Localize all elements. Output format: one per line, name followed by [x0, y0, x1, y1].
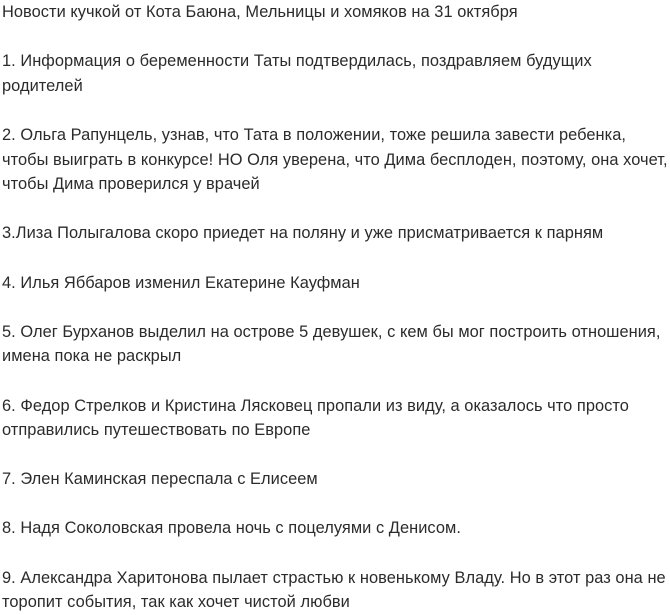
document-title: Новости кучкой от Кота Баюна, Мельницы и хомяков на 31 октября	[2, 3, 518, 21]
news-item-5: 5. Олег Бурханов выделил на острове 5 девушек, с кем бы мог построить отношения, имена пока не раскрыл	[2, 322, 661, 366]
news-document	[2, 0, 668, 615]
news-item-1: 1. Информация о беременности Таты подтвердилась, поздравляем будущих родителей	[2, 52, 592, 95]
news-item-2: 2. Ольга Рапунцель, узнав, что Тата в положении, тоже решила завести ребенка, чтобы выиграть в конкурсе! НО Оля уверена, что Дима бесплоден, поэтому, она хочет, чтобы Дима проверился у врачей	[2, 125, 668, 194]
news-item-9: 9. Александра Харитонова пылает страстью к новенькому Владу. Но в этот раз она не торопит события, так как хочет чистой любви	[2, 568, 666, 612]
news-item-3: 3.Лиза Полыгалова скоро приедет на поляну и уже присматривается к парням	[2, 224, 604, 243]
news-item-6: 6. Федор Стрелков и Кристина Лясковец пропали из виду, а оказалось что просто отправились путешествовать по Европе	[2, 396, 629, 440]
news-item-8: 8. Надя Соколовская провела ночь с поцелуями с Денисом.	[2, 519, 461, 538]
news-item-4: 4. Илья Яббаров изменил Екатерине Кауфман	[2, 273, 360, 292]
news-item-7: 7. Элен Каминская переспала с Елисеем	[2, 470, 318, 489]
